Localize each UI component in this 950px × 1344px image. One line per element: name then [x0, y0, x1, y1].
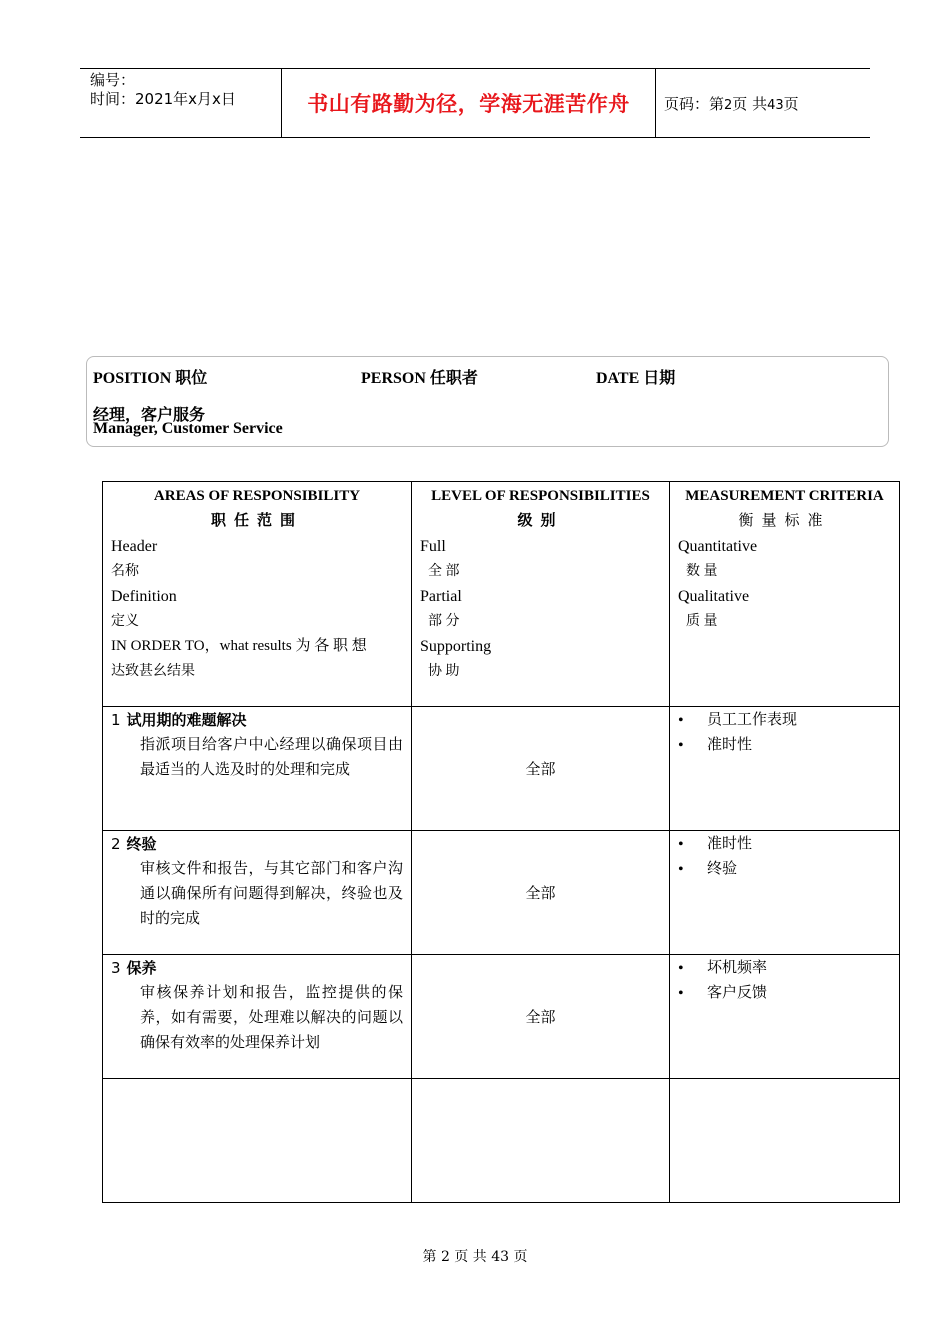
row-level-cell — [412, 955, 670, 1079]
criteria-title: MEASUREMENT CRITERIA — [685, 488, 884, 504]
row-description: 审核保养计划和报告，监控提供的保养，如有需要，处理难以解决的问题以确保有效率的处理保养计划 — [140, 985, 403, 1051]
row-title — [103, 707, 411, 733]
table-row-empty — [103, 1079, 900, 1203]
empty-cell — [670, 1079, 900, 1203]
criteria-header — [670, 482, 900, 707]
responsibility-table — [102, 481, 900, 1203]
criteria-list — [670, 955, 899, 1006]
table-row — [103, 831, 900, 955]
page-total: 43 — [767, 98, 784, 113]
header-page-info — [664, 93, 799, 114]
criteria-list — [670, 831, 899, 882]
level-title: LEVEL OF RESPONSIBILITIES — [431, 488, 650, 504]
criteria-line: Qualitative — [678, 588, 750, 605]
row-title-text: 终验 — [126, 835, 157, 853]
date-label: 时间：2021年x月x日 — [90, 90, 236, 108]
page-footer: 第 2 页 共 43 页 — [422, 1249, 528, 1265]
row-criteria-cell — [670, 707, 900, 831]
areas-line: 名称 — [111, 564, 139, 579]
criteria-item: • 准时性 — [678, 733, 899, 758]
row-level-cell — [412, 831, 670, 955]
areas-line: Header — [111, 538, 158, 555]
criteria-item: • 员工工作表现 — [678, 708, 899, 733]
areas-subtitle: 职任范围 — [210, 513, 303, 529]
row-level-cell — [412, 707, 670, 831]
row-description: 指派项目给客户中心经理以确保项目由最适当的人选及时的处理和完成 — [140, 737, 403, 778]
position-title-en: Manager, Customer Service — [93, 420, 283, 437]
row-area-cell — [103, 831, 412, 955]
level-line: 部 分 — [428, 614, 460, 629]
empty-cell — [103, 1079, 412, 1203]
row-level: 全部 — [525, 1010, 556, 1026]
level-subtitle: 级别 — [517, 513, 564, 529]
areas-header — [103, 482, 412, 707]
areas-line: 达致甚幺结果 — [111, 664, 195, 679]
criteria-item: • 准时性 — [678, 832, 899, 857]
row-title-text: 试用期的难题解决 — [126, 711, 247, 729]
empty-cell — [412, 1079, 670, 1203]
areas-line: Definition — [111, 588, 177, 605]
row-level: 全部 — [525, 762, 556, 778]
level-line: Supporting — [420, 638, 492, 655]
criteria-item: • 坏机频率 — [678, 956, 899, 981]
header-meta — [90, 71, 236, 109]
row-number: 3 — [111, 959, 121, 977]
row-criteria-cell — [670, 955, 900, 1079]
table-row — [103, 955, 900, 1079]
position-box — [86, 356, 889, 447]
page-header — [80, 68, 870, 138]
row-area-cell — [103, 707, 412, 831]
number-label: 编号： — [90, 71, 136, 89]
row-area-cell — [103, 955, 412, 1079]
criteria-subtitle: 衡量标准 — [738, 513, 831, 529]
criteria-line: 质 量 — [686, 614, 718, 629]
page-prefix: 页码：第 — [664, 95, 725, 113]
row-title — [103, 831, 411, 857]
criteria-item: • 终验 — [678, 857, 899, 882]
criteria-item: • 客户反馈 — [678, 981, 899, 1006]
level-line: Full — [420, 538, 446, 555]
table-header-row — [103, 482, 900, 707]
criteria-line: 数 量 — [686, 564, 718, 579]
date-label-box: DATE 日期 — [596, 370, 676, 387]
level-line: Partial — [420, 588, 462, 605]
level-line: 协 助 — [428, 664, 460, 679]
row-description: 审核文件和报告，与其它部门和客户沟通以确保所有问题得到解决，终验也及时的完成 — [140, 861, 403, 927]
row-number: 1 — [111, 711, 121, 729]
row-number: 2 — [111, 835, 121, 853]
person-label: PERSON 任职者 — [361, 370, 478, 387]
page-number: 2 — [724, 98, 733, 113]
row-criteria-cell — [670, 831, 900, 955]
criteria-list — [670, 707, 899, 758]
areas-line: IN ORDER TO，what results 为 各 职 想 — [111, 638, 367, 654]
level-header — [412, 482, 670, 707]
position-label: POSITION 职位 — [93, 370, 208, 387]
header-motto: 书山有路勤为径，学海无涯苦作舟 — [281, 69, 656, 137]
row-title — [103, 955, 411, 981]
areas-line: 定义 — [111, 614, 139, 629]
page-suffix: 页 — [783, 95, 799, 113]
criteria-line: Quantitative — [678, 538, 758, 555]
table-row — [103, 707, 900, 831]
row-title-text: 保养 — [126, 959, 157, 977]
areas-title: AREAS OF RESPONSIBILITY — [153, 488, 361, 504]
position-title-cn: 经理，客户服务 — [93, 407, 206, 424]
level-line: 全 部 — [428, 564, 460, 579]
page-mid: 页 共 — [732, 95, 768, 113]
row-level: 全部 — [525, 886, 556, 902]
